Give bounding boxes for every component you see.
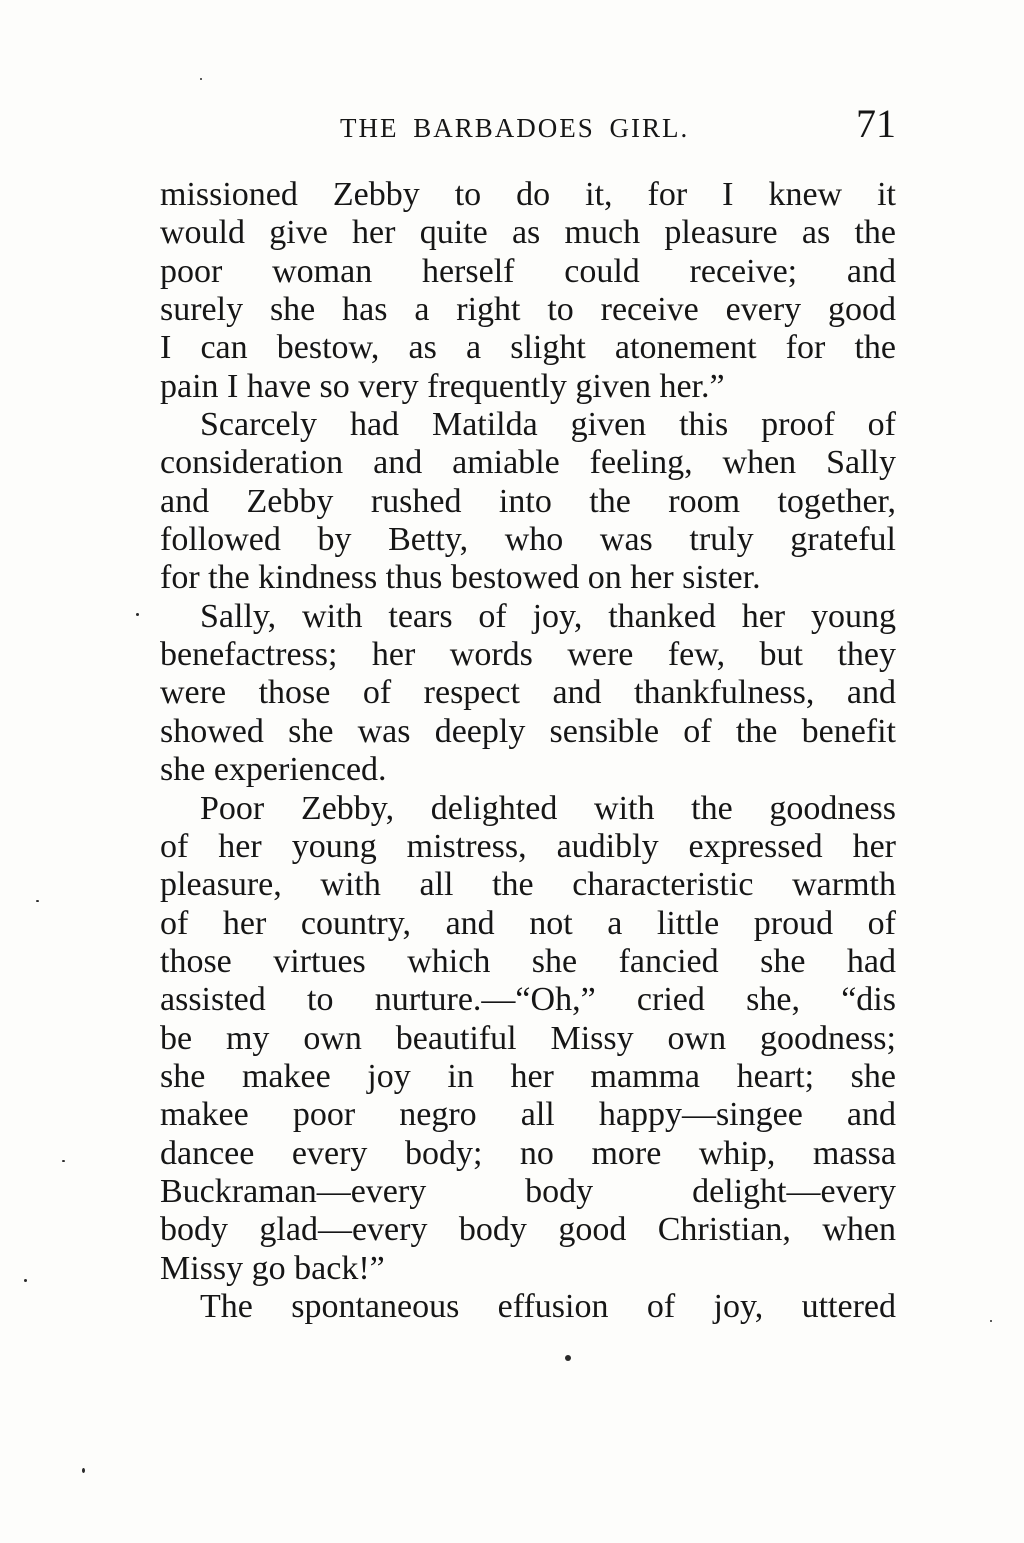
text-line: of her young mistress, audibly expressed her bbox=[160, 827, 896, 865]
paragraph-start-line: Poor Zebby, delighted with the goodness bbox=[200, 789, 896, 827]
text-line: for the kindness thus bestowed on her sister. bbox=[160, 559, 761, 597]
ink-speck bbox=[82, 1468, 85, 1473]
text-line: pain I have so very frequently given her.” bbox=[160, 367, 725, 405]
running-title: THE BARBADOES GIRL. bbox=[340, 113, 690, 143]
text-line: those virtues which she fancied she had bbox=[160, 942, 896, 980]
text-line: pleasure, with all the characteristic warmth bbox=[160, 866, 896, 904]
ink-speck bbox=[36, 900, 39, 902]
text-line: were those of respect and thankfulness, and bbox=[160, 674, 896, 712]
text-line: missioned Zebby to do it, for I knew it bbox=[160, 176, 896, 213]
page-number: 71 bbox=[856, 101, 896, 146]
ink-speck bbox=[565, 1355, 571, 1361]
text-line: showed she was deeply sensible of the benefit bbox=[160, 712, 896, 750]
ink-speck bbox=[24, 1279, 27, 1282]
paragraph-start-line: The spontaneous effusion of joy, uttered bbox=[200, 1287, 896, 1325]
text-line: poor woman herself could receive; and bbox=[160, 252, 896, 290]
ink-speck bbox=[200, 78, 202, 80]
ink-speck bbox=[990, 1320, 992, 1322]
ink-speck bbox=[136, 613, 139, 616]
text-line: makee poor negro all happy—singee and bbox=[160, 1096, 896, 1134]
text-line: she experienced. bbox=[160, 751, 387, 789]
text-line: and Zebby rushed into the room together, bbox=[160, 482, 896, 520]
body-text bbox=[160, 176, 896, 1326]
text-line: be my own beautiful Missy own goodness; bbox=[160, 1019, 896, 1057]
text-line: I can bestow, as a slight atonement for the bbox=[160, 329, 896, 367]
text-line: consideration and amiable feeling, when Sally bbox=[160, 444, 896, 482]
paragraph-start-line: Scarcely had Matilda given this proof of bbox=[200, 406, 896, 444]
text-line: Buckraman—every body delight—every bbox=[160, 1172, 896, 1210]
text-line: body glad—every body good Christian, when bbox=[160, 1211, 896, 1249]
text-line: followed by Betty, who was truly grateful bbox=[160, 521, 896, 559]
text-line: of her country, and not a little proud of bbox=[160, 904, 896, 942]
text-line: surely she has a right to receive every good bbox=[160, 291, 896, 329]
page-header bbox=[160, 101, 896, 152]
ink-speck bbox=[62, 1160, 65, 1162]
paragraph-start-line: Sally, with tears of joy, thanked her young bbox=[200, 597, 896, 635]
text-line: would give her quite as much pleasure as the bbox=[160, 214, 896, 252]
text-line: Missy go back!” bbox=[160, 1249, 385, 1287]
text-line: dancee every body; no more whip, massa bbox=[160, 1134, 896, 1172]
text-line: she makee joy in her mamma heart; she bbox=[160, 1057, 896, 1095]
text-line: benefactress; her words were few, but they bbox=[160, 636, 896, 674]
text-line: assisted to nurture.—“Oh,” cried she, “dis bbox=[160, 981, 896, 1019]
